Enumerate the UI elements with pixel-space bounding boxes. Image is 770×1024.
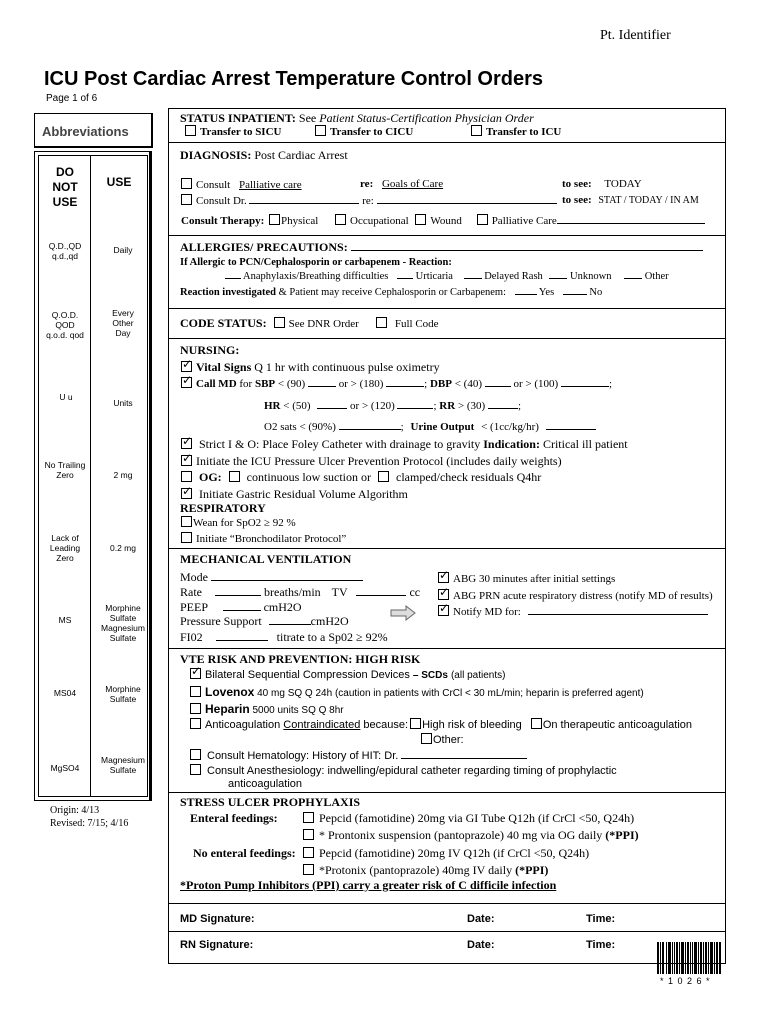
peep-label: PEEP (180, 600, 208, 614)
hematology-checkbox[interactable] (190, 749, 201, 760)
no-enteral-protonix-checkbox[interactable] (303, 864, 314, 875)
lovenox-label: Lovenox (205, 685, 255, 699)
transfer-sicu-option[interactable] (185, 126, 281, 138)
fi02-titrate: titrate to a Sp02 ≥ 92% (276, 630, 388, 644)
no-enteral-protonix-ppi: (*PPI) (515, 863, 549, 877)
therapy-occupational-checkbox[interactable] (335, 214, 346, 225)
rate-label: Rate (180, 585, 202, 599)
therapy-wound-checkbox[interactable] (415, 214, 426, 225)
therapeutic-checkbox[interactable] (531, 718, 542, 729)
lovenox-checkbox[interactable] (190, 686, 201, 697)
code-status-line (180, 316, 439, 331)
abbr-use: 2 mg (113, 470, 133, 480)
anesthesiology-checkbox[interactable] (190, 764, 201, 775)
reaction-urticaria: Urticaria (415, 271, 453, 282)
divider (169, 235, 725, 236)
hr-lt: < (50) (283, 400, 311, 412)
consult-therapy-label: Consult Therapy: (181, 215, 265, 227)
fi02-line (180, 630, 388, 645)
consult-re-value: Goals of Care (381, 178, 444, 190)
consult-palliative-checkbox[interactable] (181, 178, 192, 189)
enteral-protonix-checkbox[interactable] (303, 829, 314, 840)
consult-dr-re: re: (362, 195, 374, 207)
gastric-residual-checkbox[interactable] (181, 488, 192, 499)
pressure-support-unit: cmH2O (310, 614, 349, 628)
scd-text: Bilateral Sequential Compression Devices (205, 669, 410, 681)
og-checkbox[interactable] (181, 471, 192, 482)
do-not-use-header: DO NOT USE (52, 165, 78, 209)
call-md-checkbox[interactable] (181, 377, 192, 388)
bronchodilator-line (181, 532, 346, 545)
sbp-gt: > (180) (350, 378, 384, 390)
stress-ulcer-title: STRESS ULCER PROPHYLAXIS (180, 795, 361, 809)
dbp-label: DBP (429, 378, 452, 390)
blank[interactable] (563, 294, 587, 295)
abg-prn-checkbox[interactable] (438, 589, 449, 600)
notify-md-line (438, 605, 708, 618)
blank[interactable] (397, 408, 433, 409)
wean-text: Wean for SpO2 ≥ 92 % (193, 517, 296, 529)
hr-gt: > (120) (361, 400, 395, 412)
abg-30-text: ABG 30 minutes after initial settings (453, 573, 616, 585)
no-enteral-protonix-text: *Protonix (pantoprazole) 40mg IV daily (319, 863, 513, 877)
blank[interactable] (549, 278, 567, 279)
or-label: or (338, 378, 348, 390)
arrow-icon (390, 605, 416, 621)
therapy-palliative-label: Palliative Care (491, 215, 557, 227)
mode-field[interactable] (211, 571, 363, 581)
breaths-label: breaths/min (264, 585, 321, 599)
urine-value: < (1cc/kg/hr) (481, 421, 539, 433)
peep-line (180, 600, 302, 615)
pressure-support-field[interactable] (269, 615, 311, 625)
enteral-pepcid-text: Pepcid (famotidine) 20mg via GI Tube Q12h (if CrCl <50, Q24h) (319, 811, 635, 825)
anesthesiology-line (190, 764, 617, 777)
heparin-line (190, 702, 344, 716)
abbr-dnu: Lack of Leading Zero (49, 533, 81, 563)
therapy-occupational-label: Occupational (350, 215, 409, 227)
peep-unit: cmH2O (263, 600, 302, 614)
abbreviations-title: Abbreviations (42, 124, 129, 139)
no-enteral-pepcid-line (303, 846, 589, 861)
heparin-checkbox[interactable] (190, 703, 201, 714)
pressure-support-line (180, 614, 349, 629)
barcode-image (657, 942, 721, 974)
vital-signs-label: Vital Signs (196, 360, 252, 374)
md-time-label: Time: (586, 913, 616, 925)
abg-30-line (438, 572, 615, 585)
lovenox-line (190, 685, 644, 699)
page-number: Page 1 of 6 (46, 93, 98, 104)
md-date-label: Date: (467, 913, 495, 925)
consult-value: Palliative care (238, 179, 302, 191)
therapy-palliative-field[interactable] (557, 214, 705, 224)
blank[interactable] (515, 294, 537, 295)
full-code-label: Full Code (394, 318, 439, 330)
notify-md-checkbox[interactable] (438, 605, 449, 616)
consult-to-see-label: to see: (562, 178, 592, 190)
abbr-dnu: Q.D.,QD q.d.,qd (48, 241, 82, 261)
rr-label: RR (439, 400, 456, 412)
sbp-lt: < (90) (277, 378, 306, 390)
hematology-line (190, 749, 527, 762)
bronchodilator-text: Initiate “Bronchodilator Protocol” (196, 533, 347, 545)
enteral-protonix-ppi: (*PPI) (605, 828, 639, 842)
nursing-title: NURSING: (180, 343, 240, 357)
og-clamped-text: clamped/check residuals Q4hr (396, 470, 542, 484)
anticoag-text: Anticoagulation (205, 719, 281, 731)
reaction-other: Other (644, 271, 669, 282)
divider (169, 142, 725, 143)
enteral-protonix-line (303, 828, 639, 843)
pressure-ulcer-line (181, 454, 562, 469)
anesthesiology-text: Consult Anesthesiology: indwelling/epidural catheter regarding timing of prophylactic (207, 765, 617, 777)
scd-line (190, 668, 505, 681)
blank[interactable] (386, 386, 424, 387)
abg-30-checkbox[interactable] (438, 572, 449, 583)
blank[interactable] (225, 278, 241, 279)
pressure-ulcer-text: Initiate the ICU Pressure Ulcer Prevention Protocol (includes daily weights) (196, 454, 562, 468)
status-label: STATUS INPATIENT: (180, 111, 296, 125)
therapy-palliative-checkbox[interactable] (477, 214, 488, 225)
og-clamped-checkbox[interactable] (378, 471, 389, 482)
rn-time-label: Time: (586, 939, 616, 951)
divider (169, 931, 725, 932)
og-continuous-text: continuous low suction or (246, 470, 371, 484)
gastric-residual-text: Initiate Gastric Residual Volume Algorithm (199, 487, 408, 501)
transfer-cicu-label: Transfer to CICU (330, 126, 414, 138)
abbr-dnu: No Trailing Zero (44, 460, 86, 480)
divider (169, 548, 725, 549)
page-title: ICU Post Cardiac Arrest Temperature Control Orders (44, 68, 544, 90)
therapy-wound-label: Wound (430, 215, 462, 227)
rn-signature-label: RN Signature: (180, 939, 254, 951)
mode-line (180, 570, 363, 585)
vital-signs-line (181, 360, 440, 375)
abbr-use: Morphine Sulfate Magnesium Sulfate (101, 603, 145, 643)
reaction-anaphylaxis: Anaphylaxis/Breathing difficulties (243, 271, 389, 282)
anticoag-because: because: (363, 719, 409, 731)
transfer-icu-label: Transfer to ICU (486, 126, 562, 138)
rr-gt: > (30) (457, 400, 486, 412)
no-enteral-label: No enteral feedings: (193, 846, 296, 860)
transfer-sicu-checkbox[interactable] (185, 125, 196, 136)
strict-io-line (181, 437, 628, 452)
abbr-dnu: MgSO4 (50, 763, 80, 773)
or-label: or (350, 400, 360, 412)
rate-field[interactable] (215, 586, 261, 596)
consult-to-see (562, 178, 642, 190)
anticoag-checkbox[interactable] (190, 718, 201, 729)
enteral-pepcid-line (303, 811, 634, 826)
lovenox-text: 40 mg SQ Q 24h (caution in patients with CrCl < 30 mL/min; heparin is preferred agent) (257, 688, 644, 699)
mode-label: Mode (180, 570, 208, 584)
enteral-pepcid-checkbox[interactable] (303, 812, 314, 823)
rn-date-label: Date: (467, 939, 495, 951)
consult-re (360, 178, 443, 190)
peep-field[interactable] (223, 601, 261, 611)
blank[interactable] (464, 278, 482, 279)
transfer-sicu-label: Transfer to SICU (200, 126, 282, 138)
scd-checkbox[interactable] (190, 668, 201, 679)
anticoag-line (190, 718, 692, 731)
enteral-label: Enteral feedings: (190, 811, 278, 825)
use-header: USE (106, 175, 132, 189)
tv-field[interactable] (356, 586, 406, 596)
sbp-label: SBP (254, 378, 276, 390)
scd-abbrev: – SCDs (412, 670, 448, 681)
or-label: or (513, 378, 523, 390)
barcode-text: * 1 0 2 6 * (660, 976, 711, 986)
status-line (180, 111, 534, 126)
divider (169, 903, 725, 904)
anesthesiology-line-2: anticoagulation (228, 778, 303, 790)
wean-line (181, 516, 296, 529)
reaction-yes: Yes (538, 287, 555, 298)
consult-to-see-value: TODAY (604, 178, 642, 190)
vital-signs-text: Q 1 hr with continuous pulse oximetry (254, 360, 440, 374)
no-enteral-pepcid-text: Pepcid (famotidine) 20mg IV Q12h (if CrCl <50, Q24h) (319, 846, 590, 860)
status-see-doc: Patient Status-Certification Physician Order (319, 111, 534, 125)
blank[interactable] (485, 386, 511, 387)
divider (169, 308, 725, 309)
revised-date: Revised: 7/15; 4/16 (50, 818, 129, 829)
divider (169, 792, 725, 793)
blank[interactable] (317, 408, 347, 409)
consult-dr-to-see-label: to see: (562, 194, 592, 206)
abbr-dnu: U u (59, 392, 73, 402)
bleeding-text: High risk of bleeding (422, 719, 522, 731)
status-option-icu[interactable] (471, 125, 561, 138)
bronchodilator-checkbox[interactable] (181, 532, 192, 543)
full-code-checkbox[interactable] (376, 317, 387, 328)
diagnosis-label: DIAGNOSIS: (180, 148, 252, 162)
o2-urine-line: O2 sats < (90%) ; Urine Output < (1cc/kg/hr) (264, 421, 596, 433)
origin-date: Origin: 4/13 (50, 805, 100, 816)
allergies-field[interactable] (351, 240, 703, 251)
dbp-gt: > (100) (525, 378, 559, 390)
wean-checkbox[interactable] (181, 516, 192, 527)
diagnosis-value: Post Cardiac Arrest (254, 148, 348, 162)
blank[interactable] (397, 278, 413, 279)
reaction-no: No (589, 287, 603, 298)
bleeding-checkbox[interactable] (410, 718, 421, 729)
consult-dr-field[interactable] (249, 194, 359, 204)
no-enteral-protonix-line (303, 863, 548, 878)
hematology-field[interactable] (401, 749, 527, 759)
scd-note: (all patients) (450, 670, 506, 681)
og-line (181, 470, 541, 485)
enteral-protonix-text: * Prontonix suspension (pantoprazole) 40 mg via OG daily (319, 828, 603, 842)
strict-io-checkbox[interactable] (181, 438, 192, 449)
code-status-label: CODE STATUS: (180, 316, 267, 330)
other-text: Other: (433, 734, 464, 746)
abg-prn-line (438, 589, 713, 602)
respiratory-title: RESPIRATORY (180, 501, 266, 515)
consult-label: Consult (196, 179, 231, 191)
consult-dr-line (181, 194, 557, 207)
gastric-residual-line (181, 487, 408, 502)
divider (169, 338, 725, 339)
blank[interactable] (488, 408, 518, 409)
indication-value: Critical ill patient (542, 437, 628, 451)
no-enteral-pepcid-checkbox[interactable] (303, 847, 314, 858)
consult-dr-checkbox[interactable] (181, 194, 192, 205)
reaction-delayed-rash: Delayed Rash (484, 271, 543, 282)
urine-label: Urine Output (410, 421, 475, 433)
notify-md-field[interactable] (528, 605, 708, 615)
consult-therapy-line (181, 214, 705, 227)
abbr-use: 0.2 mg (110, 543, 136, 553)
mech-vent-title: MECHANICAL VENTILATION (180, 552, 352, 566)
notify-md-text: Notify MD for: (453, 606, 521, 618)
blank[interactable] (308, 386, 336, 387)
blank[interactable] (561, 386, 609, 387)
allergies-if-allergic: If Allergic to PCN/Cephalosporin or carbapenem - Reaction: (180, 257, 452, 268)
consult-dr-re-field[interactable] (377, 194, 557, 204)
heparin-label: Heparin (205, 702, 250, 716)
therapy-physical-label: Physical (280, 215, 319, 227)
heparin-text: 5000 units SQ Q 8hr (252, 705, 344, 716)
pt-identifier: Pt. Identifier (600, 28, 671, 43)
pressure-ulcer-checkbox[interactable] (181, 455, 192, 466)
transfer-icu-checkbox[interactable] (471, 125, 482, 136)
blank[interactable] (339, 429, 401, 430)
ppi-warning: *Proton Pump Inhibitors (PPI) carry a greater risk of C difficile infection (180, 878, 557, 892)
hematology-text: Consult Hematology: History of HIT: Dr. (207, 750, 399, 762)
hr-label: HR (264, 400, 281, 412)
abbr-dnu: Q.O.D. QOD q.o.d. qod (46, 310, 84, 340)
indication-label: Indication: (483, 437, 540, 451)
reaction-investigated-label: Reaction investigated (180, 287, 276, 298)
vte-title: VTE RISK AND PREVENTION: HIGH RISK (180, 652, 421, 666)
hr-rr-line: HR < (50) or > (120) ; RR > (30) ; (264, 400, 522, 412)
cc-label: cc (409, 585, 421, 599)
og-label: OG: (199, 470, 222, 484)
abbr-use: Every Other Day (112, 308, 134, 338)
o2-sats: O2 sats < (90%) (264, 421, 336, 433)
reaction-unknown: Unknown (570, 271, 612, 282)
vital-signs-checkbox[interactable] (181, 361, 192, 372)
allergies-title: ALLERGIES/ PRECAUTIONS: (180, 240, 348, 254)
tv-label: TV (331, 585, 348, 599)
strict-io-text: Strict I & O: Place Foley Catheter with drainage to gravity (199, 437, 481, 451)
status-see: See (298, 111, 317, 125)
diagnosis-line (180, 148, 348, 163)
fi02-field[interactable] (216, 631, 268, 641)
abbr-use: Magnesium Sulfate (101, 755, 145, 775)
anticoag-other-line (421, 733, 464, 746)
therapy-physical-checkbox[interactable] (269, 214, 280, 225)
anticoag-contraindicated: Contraindicated (283, 719, 361, 731)
allergy-reactions-line (225, 271, 669, 282)
call-md-for: for (239, 378, 253, 390)
consult-re-label: re: (360, 178, 374, 190)
other-checkbox[interactable] (421, 733, 432, 744)
abbr-use: Daily (113, 245, 133, 255)
consult-dr-label: Consult Dr. (196, 195, 247, 207)
consult-palliative-line (181, 178, 302, 191)
abbr-dnu: MS04 (53, 688, 77, 698)
dbp-lt: < (40) (454, 378, 482, 390)
transfer-cicu-checkbox[interactable] (315, 125, 326, 136)
status-option-cicu[interactable] (315, 125, 413, 138)
divider (169, 648, 725, 649)
consult-dr-to-see (562, 194, 699, 206)
dnr-checkbox[interactable] (274, 317, 285, 328)
dnr-label: See DNR Order (288, 318, 359, 330)
call-md-line: ✓Call MD for SBP < (90) or > (180) ; DBP < (40) or > (100) ; (181, 377, 612, 390)
blank[interactable] (624, 278, 642, 279)
pressure-support-label: Pressure Support (180, 614, 262, 628)
abbr-dnu: MS (58, 615, 72, 625)
abbr-use: Morphine Sulfate (105, 684, 141, 704)
allergies-title-line (180, 240, 703, 255)
blank[interactable] (546, 429, 596, 430)
md-signature-label: MD Signature: (180, 913, 255, 925)
consult-dr-to-see-value: STAT / TODAY / IN AM (598, 195, 699, 206)
therapeutic-text: On therapeutic anticoagulation (542, 719, 693, 731)
call-md-label: Call MD (196, 378, 237, 390)
status-options (185, 125, 281, 138)
reaction-investigated-text: & Patient may receive Cephalosporin or Carbapenem: (278, 287, 507, 298)
reaction-investigated-line (180, 287, 602, 298)
og-continuous-checkbox[interactable] (229, 471, 240, 482)
rate-line (180, 585, 420, 600)
abg-prn-text: ABG PRN acute respiratory distress (notify MD of results) (453, 590, 713, 602)
fi02-label: FI02 (180, 630, 203, 644)
abbr-use: Units (113, 398, 133, 408)
